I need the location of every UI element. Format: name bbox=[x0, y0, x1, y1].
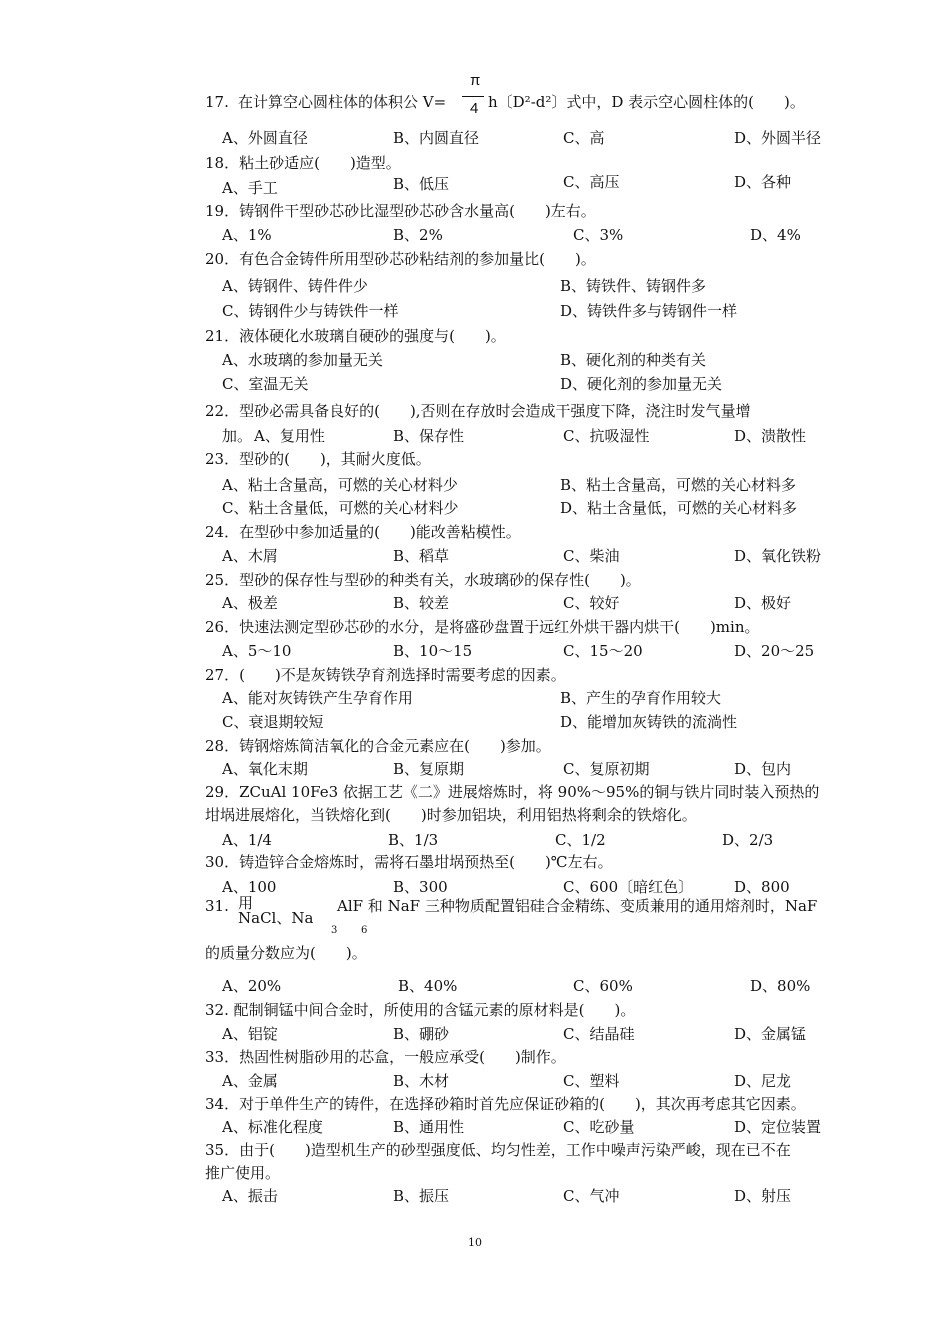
q18-option-b: B、低压 bbox=[393, 175, 450, 193]
q18-option-a: A、手工 bbox=[222, 179, 278, 197]
q32-option-c: C、结晶硅 bbox=[563, 1025, 635, 1043]
q27-option-a: A、能对灰铸铁产生孕育作用 bbox=[222, 689, 413, 707]
q25-text: 25．型砂的保存性与型砂的种类有关，水玻璃砂的保存性( )。 bbox=[205, 571, 641, 589]
q22-option-c: C、抗吸湿性 bbox=[563, 427, 650, 445]
q31-subscript-3: 3 bbox=[331, 925, 338, 936]
q18-option-d: D、各种 bbox=[734, 173, 792, 191]
q31-option-b: B、40% bbox=[398, 977, 458, 995]
q29-text: 29．ZCuAl 10Fe3 依据工艺《二》进展熔炼时，将 90%～95%的铜与铁片同时装入预热的 bbox=[205, 783, 820, 801]
q34-option-a: A、标准化程度 bbox=[222, 1118, 323, 1136]
q33-option-a: A、金属 bbox=[222, 1072, 278, 1090]
q28-option-a: A、氧化末期 bbox=[222, 760, 308, 778]
q17-option-d: D、外圆半径 bbox=[734, 129, 822, 147]
q17-option-c: C、高 bbox=[563, 129, 605, 147]
q20-option-c: C、铸钢件少与铸铁件一样 bbox=[222, 302, 399, 320]
q31-subscript-6: 6 bbox=[361, 925, 368, 936]
q30-option-a: A、100 bbox=[222, 878, 277, 896]
q35-option-d: D、射压 bbox=[734, 1187, 792, 1205]
q21-option-b: B、硬化剂的种类有关 bbox=[560, 351, 707, 369]
q20-option-d: D、铸铁件多与铸钢件一样 bbox=[560, 302, 738, 320]
q33-text: 33．热固性树脂砂用的芯盒，一般应承受( )制作。 bbox=[205, 1048, 566, 1066]
q22-option-b: B、保存性 bbox=[393, 427, 465, 445]
q24-option-a: A、木屑 bbox=[222, 547, 278, 565]
q20-option-b: B、铸铁件、铸钢件多 bbox=[560, 277, 707, 295]
q29-option-d: D、2/3 bbox=[722, 831, 774, 849]
q25-option-c: C、较好 bbox=[563, 594, 620, 612]
q19-option-a: A、1% bbox=[222, 226, 272, 244]
q31-yong: 用 bbox=[238, 894, 254, 912]
q29-continuation: 坩埚进展熔化，当铁熔化到( )时参加铝块，利用铝热将剩余的铁熔化。 bbox=[205, 806, 697, 824]
q21-option-d: D、硬化剂的参加量无关 bbox=[560, 375, 723, 393]
q18-text: 18．粘土砂适应( )造型。 bbox=[205, 154, 401, 172]
q27-option-c: C、衰退期较短 bbox=[222, 713, 324, 731]
q33-option-d: D、尼龙 bbox=[734, 1072, 792, 1090]
q35-option-a: A、振击 bbox=[222, 1187, 278, 1205]
q26-option-a: A、5～10 bbox=[222, 642, 292, 660]
q23-option-d: D、粘土含量低，可燃的关心材料多 bbox=[560, 499, 798, 517]
q27-option-d: D、能增加灰铸铁的流淌性 bbox=[560, 713, 738, 731]
q21-option-c: C、室温无关 bbox=[222, 375, 309, 393]
q17-fraction-numerator: π bbox=[470, 72, 481, 89]
q29-option-a: A、1/4 bbox=[222, 831, 272, 849]
page-number: 10 bbox=[468, 1236, 482, 1249]
q19-option-c: C、3% bbox=[573, 226, 624, 244]
q26-option-b: B、10～15 bbox=[393, 642, 473, 660]
q25-option-d: D、极好 bbox=[734, 594, 792, 612]
q31-option-a: A、20% bbox=[222, 977, 282, 995]
q23-option-c: C、粘土含量低，可燃的关心材料少 bbox=[222, 499, 459, 517]
q33-option-b: B、木材 bbox=[393, 1072, 450, 1090]
q20-text: 20．有色合金铸件所用型砂芯砂粘结剂的参加量比( )。 bbox=[205, 250, 596, 268]
q30-option-c: C、600〔暗红色〕 bbox=[563, 878, 694, 896]
q20-option-a: A、铸钢件、铸件件少 bbox=[222, 277, 368, 295]
q30-text: 30．铸造锌合金熔炼时，需将石墨坩埚预热至( )℃左右。 bbox=[205, 853, 613, 871]
q32-text: 32. 配制铜锰中间合金时，所使用的含锰元素的原材料是( )。 bbox=[205, 1001, 636, 1019]
q21-text: 21．液体硬化水玻璃自硬砂的强度与( )。 bbox=[205, 327, 506, 345]
q22-option-a: A、复用性 bbox=[254, 427, 325, 445]
q25-option-b: B、较差 bbox=[393, 594, 450, 612]
q26-option-d: D、20～25 bbox=[734, 642, 815, 660]
q31-continuation: 的质量分数应为( )。 bbox=[205, 944, 367, 962]
q21-option-a: A、水玻璃的参加量无关 bbox=[222, 351, 383, 369]
q32-option-a: A、铝锭 bbox=[222, 1025, 278, 1043]
q29-option-b: B、1/3 bbox=[388, 831, 439, 849]
q26-option-c: C、15～20 bbox=[563, 642, 643, 660]
q28-option-b: B、复原期 bbox=[393, 760, 465, 778]
q30-option-d: D、800 bbox=[734, 878, 790, 896]
q17-fraction-bar bbox=[462, 96, 484, 97]
q32-option-b: B、硼砂 bbox=[393, 1025, 450, 1043]
q28-option-c: C、复原初期 bbox=[563, 760, 650, 778]
q28-text: 28．铸钢熔炼简洁氧化的合金元素应在( )参加。 bbox=[205, 737, 551, 755]
q32-option-d: D、金属锰 bbox=[734, 1025, 807, 1043]
q29-option-c: C、1/2 bbox=[555, 831, 606, 849]
q22-option-d: D、溃散性 bbox=[734, 427, 807, 445]
q31-option-d: D、80% bbox=[750, 977, 811, 995]
q30-option-b: B、300 bbox=[393, 878, 448, 896]
q23-text: 23．型砂的( )，其耐火度低。 bbox=[205, 450, 431, 468]
q23-option-b: B、粘土含量高，可燃的关心材料多 bbox=[560, 476, 797, 494]
q18-option-c: C、高压 bbox=[563, 173, 620, 191]
q17-fraction-denominator: 4 bbox=[470, 100, 479, 117]
q22-text: 22．型砂必需具备良好的( ),否则在存放时会造成干强度下降，浇注时发气量增 bbox=[205, 402, 751, 420]
q33-option-c: C、塑料 bbox=[563, 1072, 620, 1090]
q22-continuation: 加。 bbox=[222, 427, 253, 445]
q17-text-before: 在计算空心圆柱体的体积公 V= bbox=[238, 93, 447, 111]
q19-option-d: D、4% bbox=[750, 226, 801, 244]
q31-text: AlF 和 NaF 三种物质配置铝硅合金精练、变质兼用的通用熔剂时，NaF bbox=[337, 897, 818, 915]
q28-option-d: D、包内 bbox=[734, 760, 792, 778]
q34-option-b: B、通用性 bbox=[393, 1118, 465, 1136]
q24-option-d: D、氧化铁粉 bbox=[734, 547, 822, 565]
q35-text: 35．由于( )造型机生产的砂型强度低、均匀性差，工作中噪声污染严峻，现在已不在 bbox=[205, 1141, 791, 1159]
q24-option-b: B、稻草 bbox=[393, 547, 450, 565]
q17-text-after: h〔D²-d²〕式中，D 表示空心圆柱体的( )。 bbox=[488, 93, 805, 111]
q25-option-a: A、极差 bbox=[222, 594, 278, 612]
q24-text: 24．在型砂中参加适量的( )能改善粘模性。 bbox=[205, 523, 521, 541]
q24-option-c: C、柴油 bbox=[563, 547, 620, 565]
q17-option-a: A、外圆直径 bbox=[222, 129, 308, 147]
q35-option-c: C、气冲 bbox=[563, 1187, 620, 1205]
q19-text: 19．铸钢件干型砂芯砂比湿型砂芯砂含水量高( )左右。 bbox=[205, 202, 596, 220]
q27-text: 27．( )不是灰铸铁孕育剂选择时需要考虑的因素。 bbox=[205, 666, 566, 684]
q31-chem-formula: NaCl、Na bbox=[238, 909, 314, 927]
q35-continuation: 推广使用。 bbox=[205, 1164, 281, 1182]
q31-number: 31. bbox=[205, 897, 229, 915]
q35-option-b: B、振压 bbox=[393, 1187, 450, 1205]
q17-number: 17. bbox=[205, 93, 229, 111]
q17-option-b: B、内圆直径 bbox=[393, 129, 480, 147]
q34-text: 34．对于单件生产的铸件，在选择砂箱时首先应保证砂箱的( )，其次再考虑其它因素。 bbox=[205, 1095, 806, 1113]
q19-option-b: B、2% bbox=[393, 226, 443, 244]
q23-option-a: A、粘土含量高，可燃的关心材料少 bbox=[222, 476, 458, 494]
q34-option-c: C、吃砂量 bbox=[563, 1118, 635, 1136]
q27-option-b: B、产生的孕育作用较大 bbox=[560, 689, 722, 707]
q26-text: 26．快速法测定型砂芯砂的水分，是将盛砂盘置于远红外烘干器内烘干( )min。 bbox=[205, 618, 760, 636]
q34-option-d: D、定位装置 bbox=[734, 1118, 822, 1136]
q31-option-c: C、60% bbox=[573, 977, 633, 995]
